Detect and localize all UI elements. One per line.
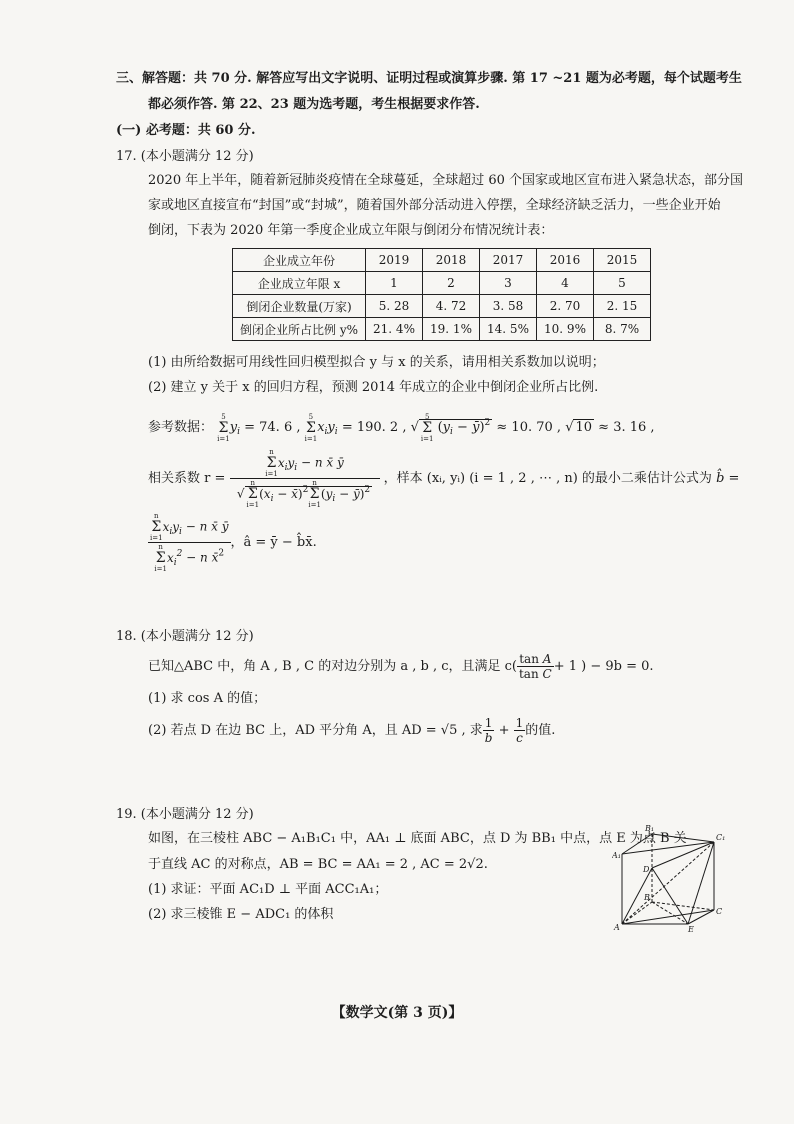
triangular-prism-figure [612,822,728,934]
table-row [233,249,651,272]
table-cell: 3 [480,272,537,295]
correlation-label: 相关系数 r = [148,471,226,486]
table-cell: 4. 72 [423,295,480,318]
label-b1: B₁ [645,824,655,833]
table-cell: 2016 [537,249,594,272]
table-row-label: 倒闭企业所占比例 y% [233,318,366,341]
q19-header: 19. (本小题满分 12 分) [116,807,254,822]
section-subheader: (一) 必考题：共 60 分. [116,123,256,138]
q18-part1: (1) 求 cos A 的值； [148,691,267,706]
q17-reference-data: 参考数据： 5 Σ i=1 $y_i = 74$. 6 , 5 Σ i=1 $x_iy_i = 190$. 2 , √ 5 Σ i=1 ($y_i$ − ȳ)$^2$ ≈ 10. 70 , √ 10 ≈ 3. 16 , [148,412,655,443]
reference-value-3: ≈ 10. 70 , [496,420,562,435]
reference-value-4: ≈ 3. 16 , [598,420,655,435]
table-cell: 8. 7% [594,318,651,341]
table-cell: 19. 1% [423,318,480,341]
table-cell: 14. 5% [480,318,537,341]
sum-symbol: 5 Σ i=1 [304,412,318,443]
q18-part2: (2) 若点 D 在边 BC 上，AD 平分角 A，且 AD = √5 , 求 $\frac{1}{b}$ + $\frac{1}{c}$ 的值. [148,716,556,745]
q18-part2-start: (2) 若点 D 在边 BC 上，AD 平分角 A，且 AD = √5 , 求 [148,723,483,738]
least-squares-fraction: n Σ i=1 $x_iy_i - n$ x̄ ȳ n Σ i=1 $x_i^2 - n$ x̄$^2$ [150,512,229,573]
table-cell: 10. 9% [537,318,594,341]
q19-paragraph-line1: 如图，在三棱柱 ABC − A₁B₁C₁ 中，AA₁ ⊥ 底面 ABC，点 D 为 BB₁ 中点，点 E 为点 B 关 [148,831,687,846]
label-d: D [643,865,650,874]
q18-header: 18. (本小题满分 12 分) [116,629,254,644]
q17-header: 17. (本小题满分 12 分) [116,149,254,164]
correlation-tail: ，样本 (xᵢ, yᵢ) (i = 1 , 2 , ⋯ , n) 的最小二乘估计公式为 [383,471,712,486]
label-a: A [614,923,620,932]
page-footer: 【数学文(第 3 页)】 [331,1005,463,1021]
table-cell: 2. 70 [537,295,594,318]
sqrt-symbol: √ [565,420,574,435]
table-row-label: 企业成立年限 x [233,272,366,295]
reference-value-2: = 190. 2 , [341,420,407,435]
table-cell: 2018 [423,249,480,272]
label-c: C [716,907,723,916]
q18-part2-end: 的值. [525,723,556,738]
reciprocal-b-fraction: $\frac{1}{b}$ [484,716,493,745]
q18-statement-end: + 1 ) − 9b = 0. [553,659,654,674]
q17-paragraph-line1: 2020 年上半年，随着新冠肺炎疫情在全球蔓延，全球超过 60 个国家或地区宣布进入紧急状态，部分国 [148,173,744,188]
table-cell: 5 [594,272,651,295]
table-cell: 2. 15 [594,295,651,318]
table-cell: 21. 4% [366,318,423,341]
q17-least-squares-formula [148,512,317,573]
q18-statement-start: 已知△ABC 中，角 A , B , C 的对边分别为 a , b , c，且满足 c( [148,659,517,674]
label-c1: C₁ [716,833,726,842]
table-cell: 3. 58 [480,295,537,318]
table-cell: 4 [537,272,594,295]
table-cell: 2019 [366,249,423,272]
reciprocal-c-fraction: $\frac{1}{c}$ [515,716,524,745]
table-cell: 2015 [594,249,651,272]
q17-statistics-table [232,248,651,341]
label-a1: A₁ [612,851,621,860]
section-intro-line2: 都必须作答. 第 22、23 题为选考题，考生根据要求作答. [148,97,480,112]
reference-value-1: = 74. 6 , [244,420,301,435]
table-row-label: 倒闭企业数量(万家) [233,295,366,318]
table-row-label: 企业成立年份 [233,249,366,272]
label-e: E [688,925,694,934]
q19-part1: (1) 求证：平面 AC₁D ⊥ 平面 ACC₁A₁； [148,882,388,897]
q19-paragraph-line2: 于直线 AC 的对称点，AB = BC = AA₁ = 2 , AC = 2√2. [148,857,488,872]
q19-part2: (2) 求三棱锥 E − ADC₁ 的体积 [148,907,334,922]
q17-part2: (2) 建立 y 关于 x 的回归方程，预测 2014 年成立的企业中倒闭企业所占比例. [148,380,599,395]
sqrt-symbol: √ [410,420,419,435]
table-row [233,272,651,295]
table-cell: 2017 [480,249,537,272]
q17-paragraph-line2: 家或地区直接宣布“封国”或“封城”，随着国外部分活动进入停摆，全球经济缺乏活力，一些企业开始 [148,198,721,213]
q17-paragraph-line3: 倒闭，下表为 2020 年第一季度企业成立年限与倒闭分布情况统计表： [148,223,554,238]
table-cell: 1 [366,272,423,295]
tan-ratio-fraction: $\frac{\text{tan A}}{\text{tan C}}$ [518,652,552,681]
q17-part1: (1) 由所给数据可用线性回归模型拟合 y 与 x 的关系，请用相关系数加以说明； [148,355,605,370]
table-row [233,318,651,341]
table-row [233,295,651,318]
q18-statement [148,652,654,682]
sum-symbol: 5 Σ i=1 [217,412,230,443]
least-squares-tail: ，â = ȳ − b̂x̄. [230,535,317,550]
table-cell: 2 [423,272,480,295]
section-intro-line1: 三、解答题：共 70 分. 解答应写出文字说明、证明过程或演算步骤. 第 17 ~21 题为必考题，每个试题考生 [116,71,742,86]
q17-correlation-formula: 相关系数 r = n Σ i=1 $x_iy_i - n$ x̄ ȳ √ n Σ i=1 ($x_i$ − x̄)$^2$ n Σ i=1 ($y_i$ − ȳ)$^2$ ，样本 (xᵢ, yᵢ) (i = 1 , 2 , ⋯ , n) 的最小二乘估计公式为 b̂ = [148,448,740,509]
correlation-fraction: n Σ i=1 $x_iy_i - n$ x̄ ȳ √ n Σ i=1 ($x_i$ − x̄)$^2$ n Σ i=1 ($y_i$ − ȳ)$^2$ [230,448,380,509]
reference-label: 参考数据： [148,420,214,435]
table-cell: 5. 28 [366,295,423,318]
label-b: B [644,893,650,902]
